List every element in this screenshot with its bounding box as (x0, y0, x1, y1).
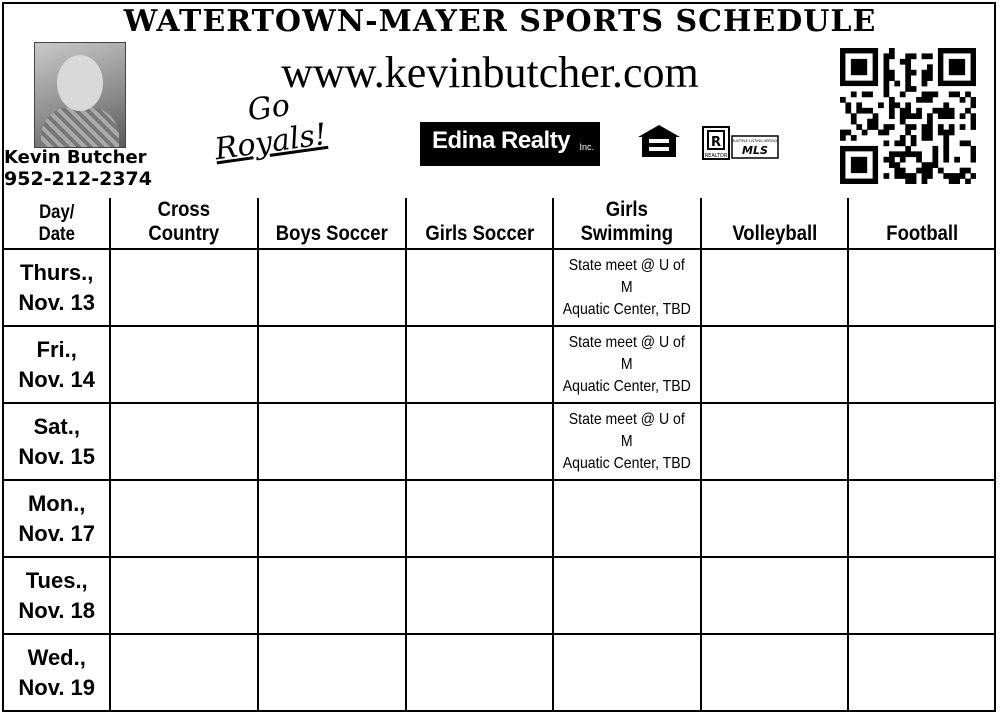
event-text: State meet @ U of M Aquatic Center, TBD (562, 256, 692, 318)
date-label: Nov. 17 (18, 520, 96, 546)
schedule-cell (406, 326, 554, 403)
realtor-mls-icon (702, 126, 782, 166)
column-header-cross-country: Cross Country (119, 198, 249, 249)
schedule-cell (701, 634, 849, 710)
date-label: Nov. 13 (18, 289, 96, 315)
schedule-cell (701, 480, 849, 557)
day-date-header (10, 198, 104, 249)
day-date-cell (4, 634, 110, 710)
date-label: Nov. 15 (18, 443, 96, 469)
date-label: Nov. 18 (18, 597, 96, 623)
schedule-cell (110, 634, 258, 710)
event-text: State meet @ U of M Aquatic Center, TBD (562, 410, 692, 472)
date-label: Nov. 19 (18, 674, 96, 700)
schedule-cell (258, 634, 406, 710)
schedule-cell (406, 249, 554, 326)
schedule-cell (258, 403, 406, 480)
schedule-cell (701, 557, 849, 634)
schedule-cell (848, 634, 996, 710)
page-title: WATERTOWN-MAYER SPORTS SCHEDULE (123, 4, 877, 39)
day-date-cell (4, 326, 110, 403)
website-link[interactable]: www.kevinbutcher.com (281, 48, 699, 97)
schedule-cell (406, 480, 554, 557)
schedule-cell (110, 480, 258, 557)
agent-name: Kevin Butcher (4, 147, 147, 168)
column-header-football: Football (857, 198, 987, 249)
slogan-line-1: Go (245, 87, 292, 129)
schedule-cell (553, 557, 701, 634)
table-row (4, 557, 996, 634)
schedule-cell (406, 557, 554, 634)
column-header-volleyball: Volleyball (710, 198, 840, 249)
table-row (4, 326, 996, 403)
schedule-cell (848, 403, 996, 480)
table-row (4, 249, 996, 326)
schedule-cell (553, 634, 701, 710)
table-row (4, 480, 996, 557)
schedule-cell (848, 249, 996, 326)
day-header-line-2: Date (38, 224, 75, 245)
qr-code[interactable] (840, 48, 976, 184)
day-label: Tues., (25, 567, 88, 593)
day-date-cell (4, 480, 110, 557)
agent-phone[interactable]: 952-212-2374 (4, 168, 152, 190)
schedule-cell (553, 403, 701, 480)
day-label: Sat., (33, 413, 80, 439)
day-date-cell (4, 249, 110, 326)
schedule-cell (110, 403, 258, 480)
schedule-cell (701, 326, 849, 403)
schedule-cell (406, 634, 554, 710)
brokerage-suffix: Inc. (579, 142, 594, 152)
schedule-cell (110, 557, 258, 634)
table-row (4, 634, 996, 710)
schedule-cell (258, 249, 406, 326)
schedule-cell (553, 326, 701, 403)
date-label: Nov. 14 (18, 366, 96, 392)
schedule-table (4, 198, 996, 710)
day-label: Thurs., (20, 259, 94, 285)
column-header-boys-soccer: Boys Soccer (267, 198, 397, 249)
edina-realty-logo (420, 122, 600, 166)
schedule-cell (701, 249, 849, 326)
schedule-cell (848, 480, 996, 557)
schedule-cell (258, 557, 406, 634)
mls-top-label: MULTIPLE LISTING SERVICE (731, 139, 779, 143)
table-row (4, 403, 996, 480)
brokerage-name: Edina Realty (432, 127, 571, 154)
day-label: Fri., (36, 336, 77, 362)
schedule-cell (406, 403, 554, 480)
day-date-cell (4, 403, 110, 480)
schedule-cell (110, 249, 258, 326)
agent-photo (34, 42, 126, 148)
schedule-cell (553, 249, 701, 326)
realtor-mark: R (710, 135, 722, 150)
event-text: State meet @ U of M Aquatic Center, TBD (562, 333, 692, 395)
realtor-label: REALTOR (704, 153, 728, 159)
day-label: Wed., (27, 644, 86, 670)
day-label: Mon., (27, 490, 86, 516)
slogan-line-2: Royals! (212, 117, 329, 168)
schedule-cell (553, 480, 701, 557)
schedule-cell (110, 326, 258, 403)
schedule-cell (258, 326, 406, 403)
day-date-cell (4, 557, 110, 634)
schedule-cell (258, 480, 406, 557)
schedule-cell (848, 557, 996, 634)
column-header-girls-soccer: Girls Soccer (414, 198, 544, 249)
schedule-cell (848, 326, 996, 403)
header-row (4, 198, 996, 249)
schedule-cell (701, 403, 849, 480)
equal-housing-opportunity-icon (636, 123, 682, 159)
column-header-girls-swimming: Girls Swimming (562, 198, 692, 249)
mls-label: MLS (742, 144, 768, 157)
day-header-line-1: Day/ (39, 202, 75, 223)
